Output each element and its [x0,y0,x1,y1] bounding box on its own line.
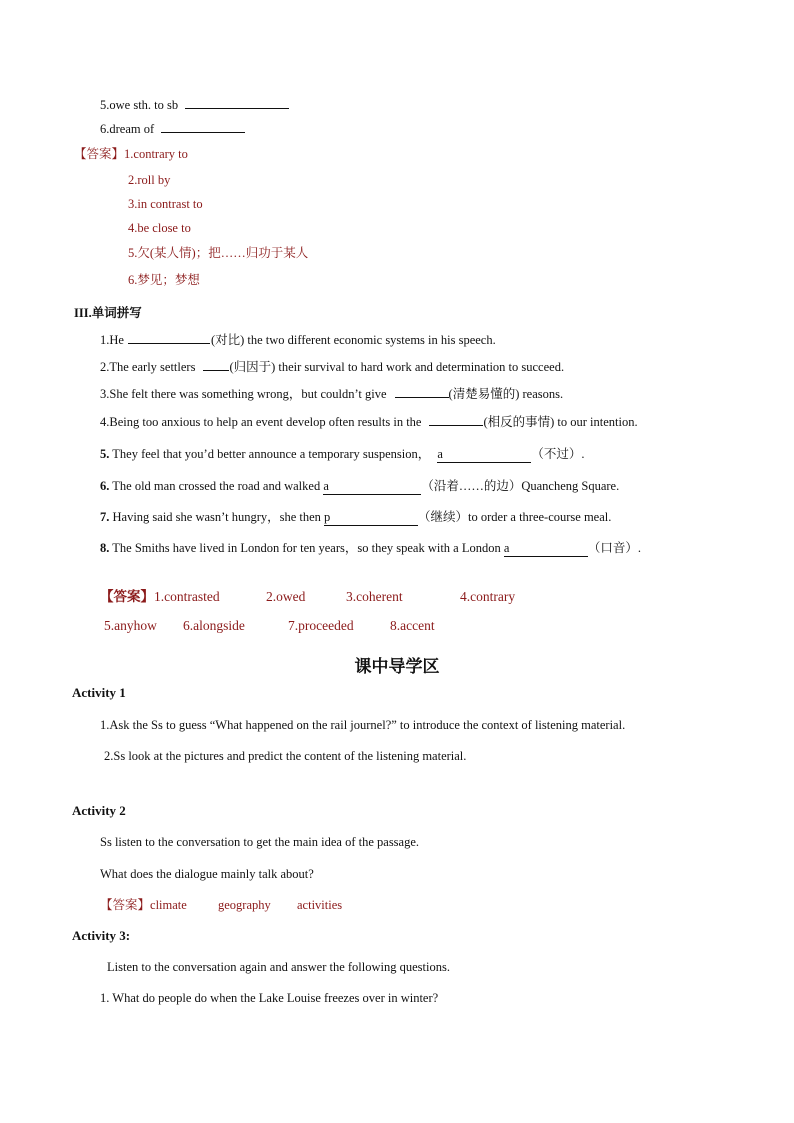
activity-text: 2.Ss look at the pictures and predict the content of the listening material. [104,749,467,763]
activity-heading: Activity 2 [72,803,126,818]
answer-blank[interactable] [161,120,245,133]
answer-label: 【答案】 [100,898,151,912]
answer-item: 3.coherent [346,589,403,604]
question-text: Having said she wasn’t hungry，she then [109,510,321,524]
question-number: 7. [100,510,110,524]
question-2 [100,358,564,375]
answer-item: 7.proceeded [288,618,354,633]
question-4 [100,413,638,430]
question-number: 5. [100,447,110,461]
question-3 [100,385,563,402]
question-1 [100,331,496,348]
question-text: 3.She felt there was something wrong，but couldn’t give [100,387,387,401]
answer-item: 2.owed [266,589,306,604]
hint-letter: a [437,447,443,461]
hint-letter: a [323,479,329,493]
activity-heading: Activity 3: [72,928,131,943]
answer-item: 5.欠(某人情)；把……归功于某人 [128,246,309,260]
answer-item: climate [150,898,187,912]
answer-item: geography [218,898,271,912]
answer-item: 8.accent [390,618,435,633]
answer-blank[interactable] [128,331,210,344]
question-6 [100,478,619,495]
answer-item: 5.anyhow [104,618,157,633]
question-text: (对比) the two different economic systems in his speech. [210,333,496,347]
activity-text: Ss listen to the conversation to get the main idea of the passage. [100,835,420,849]
vocab-item-5-text: 5.owe sth. to sb [100,98,179,112]
answer-item: 6.alongside [183,618,245,633]
answer-item: 3.in contrast to [128,197,203,211]
activity-text: 1.Ask the Ss to guess “What happened on the rail journel?” to introduce the context of listening material. [100,718,626,732]
activity-text: 1. What do people do when the Lake Louise freezes over in winter? [100,991,439,1005]
answer-label: 【答案】 [74,147,125,161]
question-text: (清楚易懂的) reasons. [448,387,564,401]
question-text: (归因于) their survival to hard work and determination to succeed. [229,360,565,374]
answer-item: 4.contrary [460,589,516,604]
answer-item: activities [297,898,343,912]
activity-text: Listen to the conversation again and answer the following questions. [107,960,450,974]
question-text: （不过）. [531,447,585,461]
question-5 [100,446,585,463]
answer-blank[interactable] [504,540,588,557]
vocab-item-5 [100,96,289,113]
vocab-item-6 [100,120,245,137]
activity-heading: Activity 1 [72,685,126,700]
answer-label: 【答案】 [100,589,154,604]
answer-blank[interactable] [429,413,483,426]
hint-letter: p [324,510,331,524]
activity2-answer [100,897,187,913]
question-text: (相反的事情) to our intention. [483,415,638,429]
page-section-title: 课中导学区 [354,657,440,677]
question-8 [100,540,641,557]
answer-item: 1.contrary to [124,147,188,161]
answer-blank[interactable] [203,358,229,371]
question-text: 1.He [100,333,124,347]
question-text: （口音）. [587,541,642,555]
answer-block-2-row-1 [100,589,220,605]
answer-blank[interactable] [323,478,421,495]
hint-letter: a [503,541,510,555]
answer-blank[interactable] [395,385,449,398]
answer-blank[interactable] [437,446,531,463]
activity-text: What does the dialogue mainly talk about? [100,867,314,881]
question-text: 2.The early settlers [100,360,196,374]
answer-item: 1.contrasted [154,589,220,604]
question-text: The old man crossed the road and walked [109,479,321,493]
question-text: （沿着……的边）Quancheng Square. [421,479,620,493]
answer-blank[interactable] [185,96,289,109]
vocab-item-6-text: 6.dream of [100,122,155,136]
answer-blank[interactable] [324,509,418,526]
answer-item: 6.梦见；梦想 [128,273,200,287]
answer-block-1 [74,146,188,162]
answer-item: 4.be close to [128,221,191,235]
question-number: 8. [100,541,110,555]
question-text: The Smiths have lived in London for ten years，so they speak with a London [109,541,501,555]
question-number: 6. [100,479,110,493]
question-text: （继续）to order a three-course meal. [418,510,612,524]
question-text: 4.Being too anxious to help an event develop often results in the [100,415,422,429]
question-7 [100,509,611,526]
section-heading: III.单词拼写 [74,306,142,320]
answer-item: 2.roll by [128,173,171,187]
question-text: They feel that you’d better announce a temporary suspension， [109,447,431,461]
